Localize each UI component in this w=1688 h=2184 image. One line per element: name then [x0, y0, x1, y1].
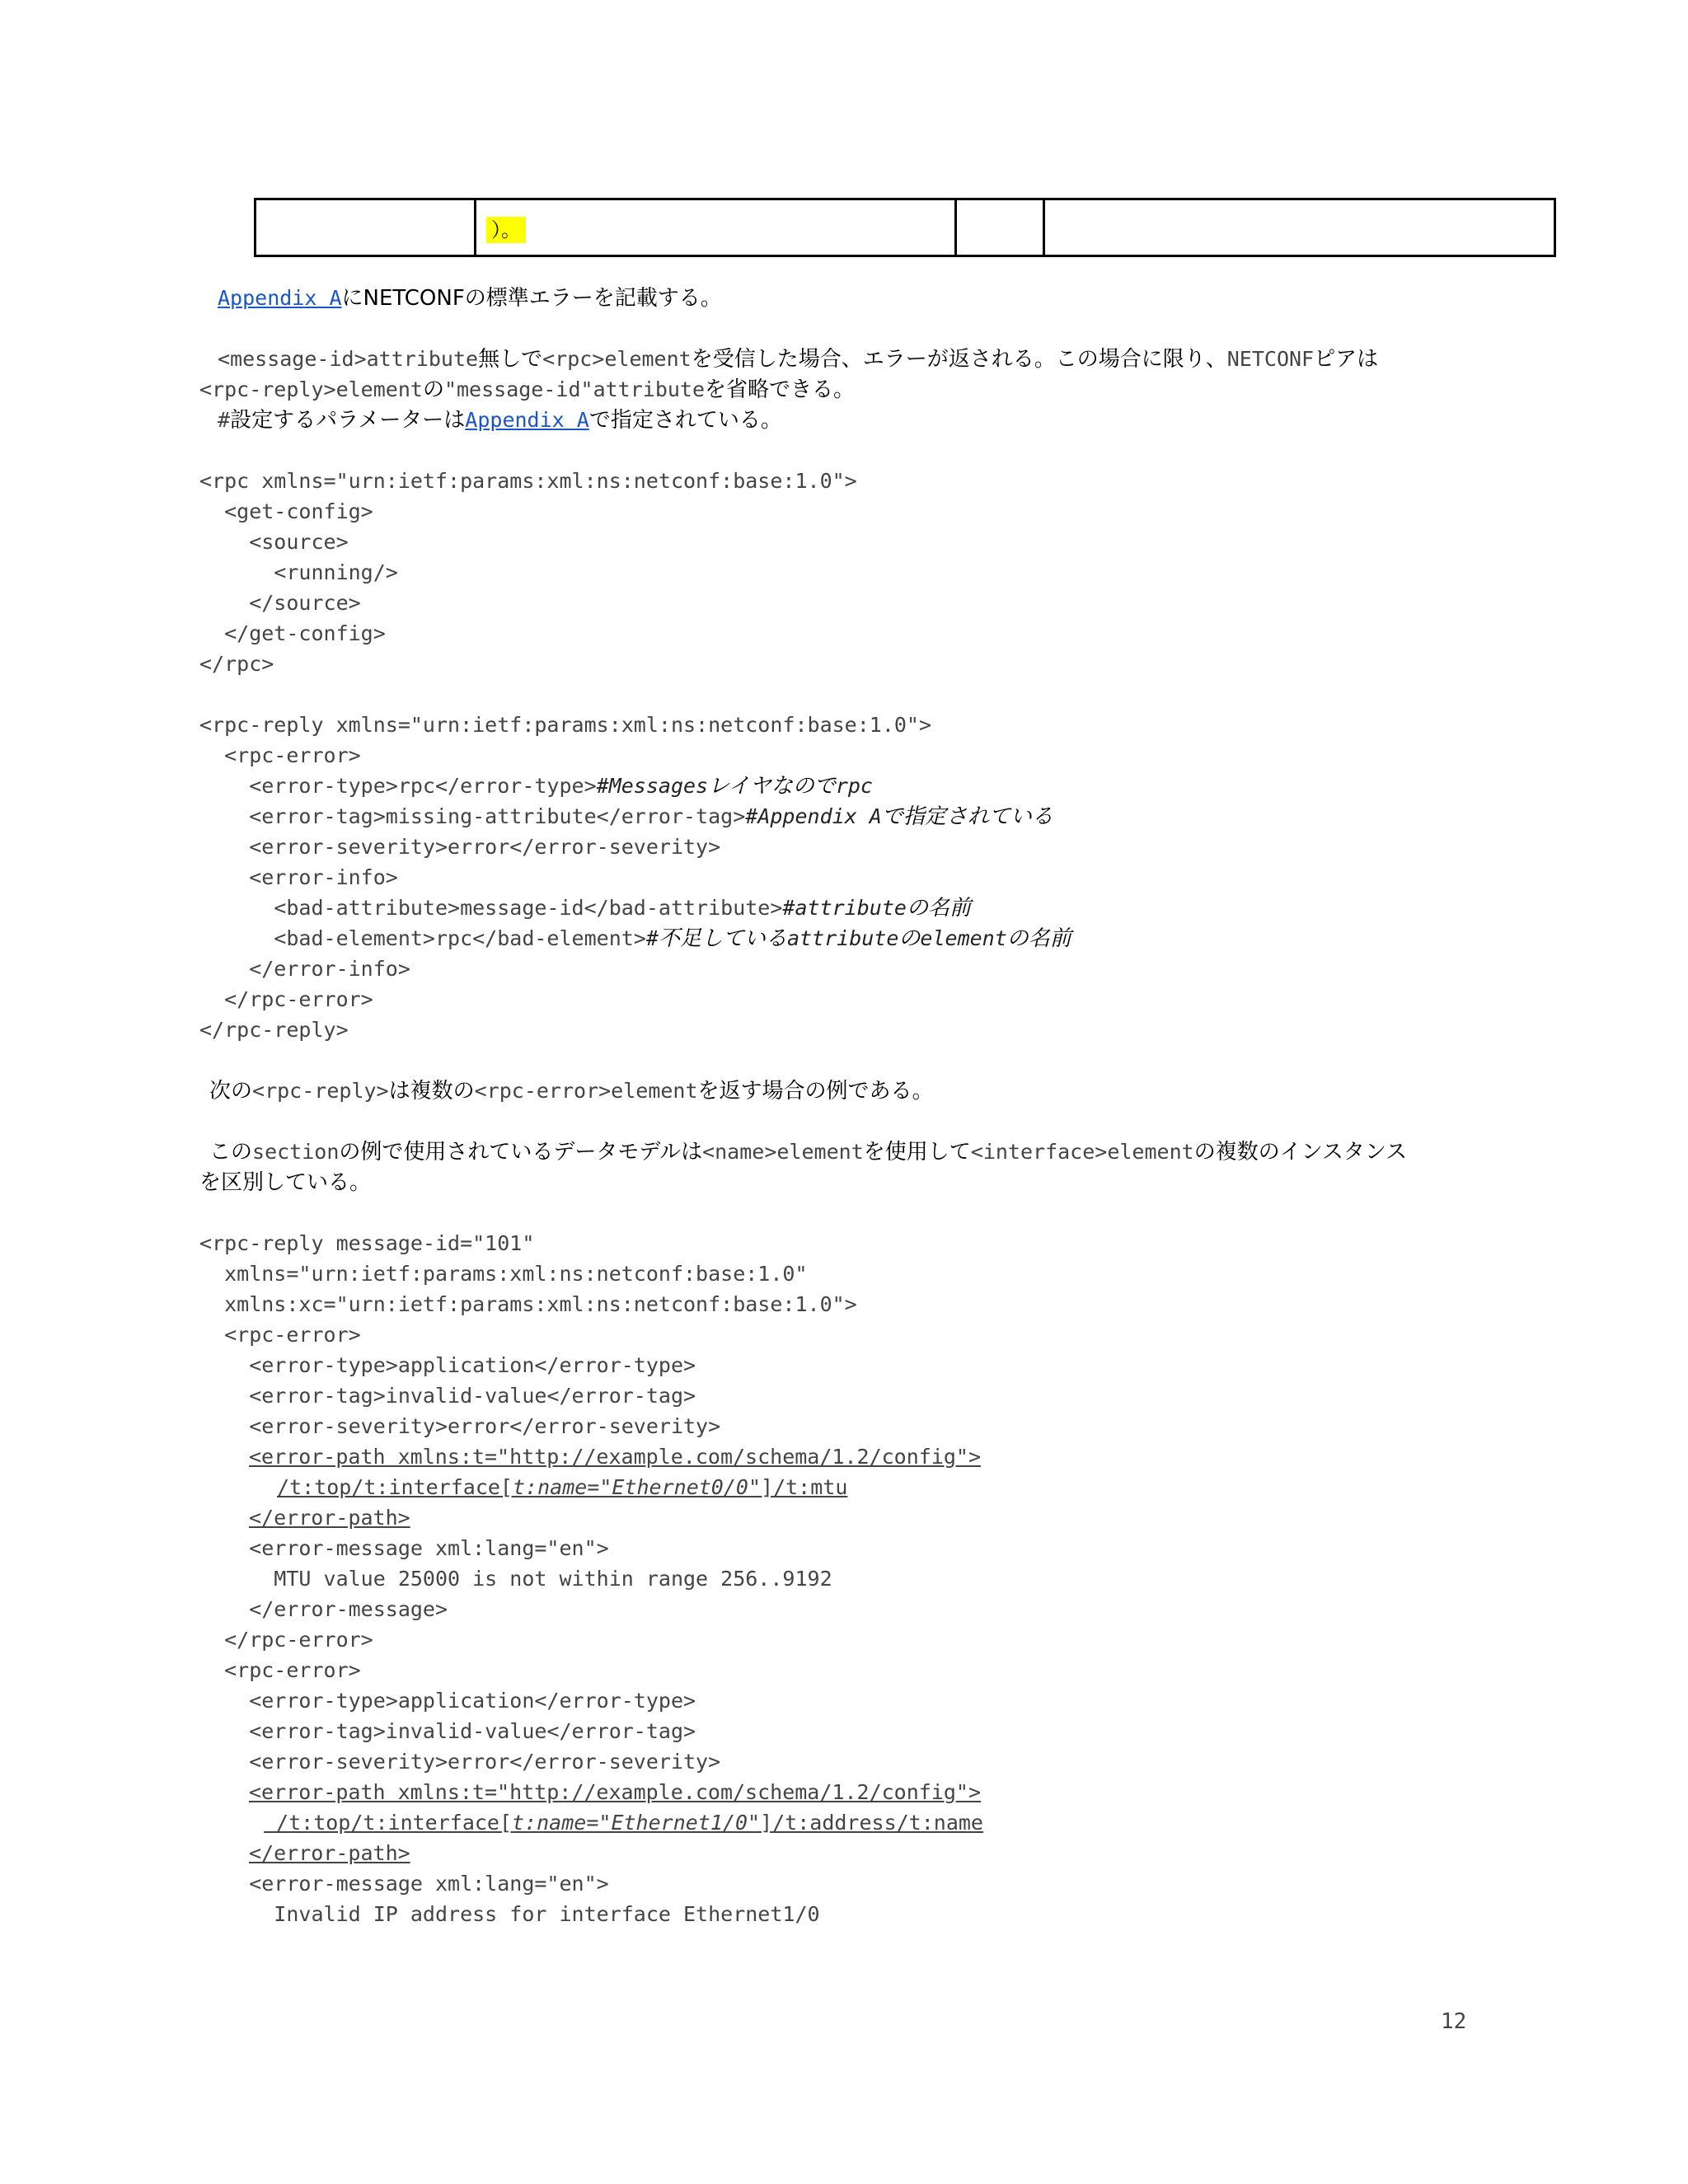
code-line: </error-path> — [249, 1506, 410, 1530]
code-comment: #attribute — [782, 896, 907, 920]
code-line: <error-severity>error</error-severity> — [199, 1414, 721, 1438]
code-line: </error-path> — [249, 1841, 410, 1865]
code-text: t:name="Ethernet1/0" — [512, 1811, 761, 1835]
code-line: </error-message> — [199, 1597, 448, 1621]
inline-code: <rpc>element — [542, 347, 692, 371]
highlighted-text: ）。 — [486, 217, 526, 243]
code-line: </error-info> — [199, 957, 410, 981]
code-line: <error-path xmlns:t="http://example.com/schema/1.2/config"> — [249, 1780, 982, 1804]
code-comment: の名前 — [906, 896, 971, 921]
inline-code: <rpc-error>element — [474, 1079, 698, 1103]
code-line: </rpc> — [199, 652, 274, 676]
appendix-a-link-2[interactable]: Appendix A — [465, 408, 589, 432]
code-line — [277, 1473, 847, 1502]
code-line: <error-message xml:lang="en"> — [199, 1536, 609, 1560]
code-line: <error-severity>error</error-severity> — [199, 1750, 721, 1774]
paragraph-text: 無しで — [478, 347, 543, 372]
paragraph-text: を使用して — [863, 1140, 971, 1165]
paragraph-text: は複数の — [388, 1079, 475, 1104]
code-line: <get-config> — [199, 499, 373, 523]
inline-code: NETCONF — [1226, 347, 1315, 371]
inline-code: <interface>element — [970, 1140, 1194, 1164]
code-line: <error-path xmlns:t="http://example.com/schema/1.2/config"> — [249, 1445, 982, 1469]
paragraph-text: を返す場合の例である。 — [697, 1079, 934, 1104]
paragraph-text: を受信した場合、エラーが返される。この場合に限り、 — [691, 347, 1227, 372]
code-line — [199, 802, 1053, 832]
paragraph-text: ピアは — [1314, 347, 1379, 372]
code-text: /t:top/t:interface[ — [277, 1475, 513, 1499]
paragraph-data-model-cont — [199, 1168, 371, 1197]
code-text: <bad-attribute>message-id</bad-attribute> — [199, 896, 783, 920]
code-line: </rpc-reply> — [199, 1018, 349, 1042]
code-comment: #Messages — [596, 774, 709, 798]
paragraph-text: を省略できる。 — [705, 377, 856, 402]
inline-code: <message-id>attribute — [218, 347, 479, 371]
code-line: Invalid IP address for interface Ethernet1/0 — [199, 1902, 820, 1926]
page-number: 12 — [1441, 2009, 1467, 2034]
code-line: <running/> — [199, 560, 398, 584]
code-comment: の名前 — [1006, 926, 1071, 951]
code-text: ]/t:mtu — [761, 1475, 848, 1499]
code-comment: # — [645, 926, 659, 950]
paragraph-multiple-errors — [209, 1076, 934, 1106]
paragraph-text: 次の — [209, 1079, 253, 1104]
inline-code: <rpc-reply> — [252, 1079, 389, 1103]
code-comment: レイヤなので — [708, 774, 836, 799]
paragraph-text: の複数のインスタンス — [1193, 1140, 1408, 1165]
code-text: t:name="Ethernet0/0" — [512, 1475, 762, 1499]
inline-code: <name>element — [702, 1140, 864, 1164]
code-line: <rpc xmlns="urn:ietf:params:xml:ns:netconf:base:1.0"> — [199, 469, 857, 493]
code-comment: element — [920, 926, 1007, 950]
table-cell — [1044, 199, 1555, 256]
table-cell — [256, 199, 476, 256]
code-line: <error-severity>error</error-severity> — [199, 835, 721, 859]
code-comment: の — [898, 926, 921, 951]
code-line: <error-type>application</error-type> — [199, 1353, 696, 1377]
code-comment: rpc — [835, 774, 873, 798]
paragraph-data-model — [209, 1137, 1407, 1167]
code-line: <rpc-reply xmlns="urn:ietf:params:xml:ns:netconf:base:1.0"> — [199, 713, 932, 737]
inline-code: section — [252, 1140, 340, 1164]
code-comment: で指定されている — [881, 804, 1053, 829]
code-line: <error-tag>invalid-value</error-tag> — [199, 1384, 696, 1408]
code-line: <error-info> — [199, 865, 398, 889]
code-line: <rpc-reply message-id="101" — [199, 1231, 535, 1255]
code-line: MTU value 25000 is not within range 256..9192 — [199, 1567, 832, 1591]
code-line: xmlns="urn:ietf:params:xml:ns:netconf:base:1.0" — [199, 1262, 808, 1286]
table-fragment — [254, 198, 1556, 257]
paragraph-text: この — [209, 1140, 253, 1165]
code-text: <error-type>rpc</error-type> — [199, 774, 597, 798]
code-line: <rpc-error> — [199, 1658, 361, 1682]
code-line: xmlns:xc="urn:ietf:params:xml:ns:netconf:base:1.0"> — [199, 1292, 857, 1316]
code-line: <rpc-error> — [199, 1323, 361, 1347]
code-line — [199, 893, 971, 923]
code-line: </rpc-error> — [199, 1628, 373, 1652]
inline-code: "message-id"attribute — [443, 377, 706, 401]
appendix-a-link[interactable]: Appendix A — [218, 286, 342, 310]
paragraph-message-id-cont — [199, 375, 855, 405]
paragraph-text: の例で使用されているデータモデルは — [339, 1140, 703, 1165]
paragraph-text: で指定されている。 — [588, 408, 782, 433]
code-text: ]/t:address/t:name — [760, 1811, 983, 1835]
paragraph-text: を区別している。 — [199, 1170, 372, 1195]
paragraph-parameter-note — [218, 405, 782, 435]
code-comment: #Appendix A — [745, 804, 882, 828]
code-text: <error-tag>missing-attribute</error-tag> — [199, 804, 746, 828]
code-line: <error-type>application</error-type> — [199, 1689, 696, 1713]
paragraph-text: の — [422, 377, 444, 402]
paragraph-text: 設定するパラメーターは — [230, 408, 466, 433]
paragraph-text: にNETCONFの標準エラーを記載する。 — [341, 286, 722, 311]
code-line: </source> — [199, 591, 361, 615]
code-line: </rpc-error> — [199, 987, 373, 1011]
code-comment: 不足している — [658, 926, 787, 951]
table-cell — [476, 199, 956, 256]
code-text: /t:top/t:interface[ — [264, 1811, 513, 1835]
code-line — [199, 771, 873, 801]
hash-mark: # — [218, 408, 231, 432]
code-line: <source> — [199, 530, 349, 554]
code-line — [264, 1808, 983, 1838]
code-line: </get-config> — [199, 621, 386, 645]
inline-code: <rpc-reply>element — [199, 377, 423, 401]
code-line: <rpc-error> — [199, 743, 361, 767]
table-row — [256, 199, 1555, 256]
code-line: <error-message xml:lang="en"> — [199, 1872, 609, 1896]
code-comment: attribute — [786, 926, 899, 950]
code-text: <bad-element>rpc</bad-element> — [199, 926, 646, 950]
paragraph-message-id — [218, 344, 1378, 374]
code-line: <error-tag>invalid-value</error-tag> — [199, 1719, 696, 1743]
paragraph-appendix — [218, 284, 722, 313]
code-line — [199, 924, 1071, 954]
table-cell — [956, 199, 1044, 256]
